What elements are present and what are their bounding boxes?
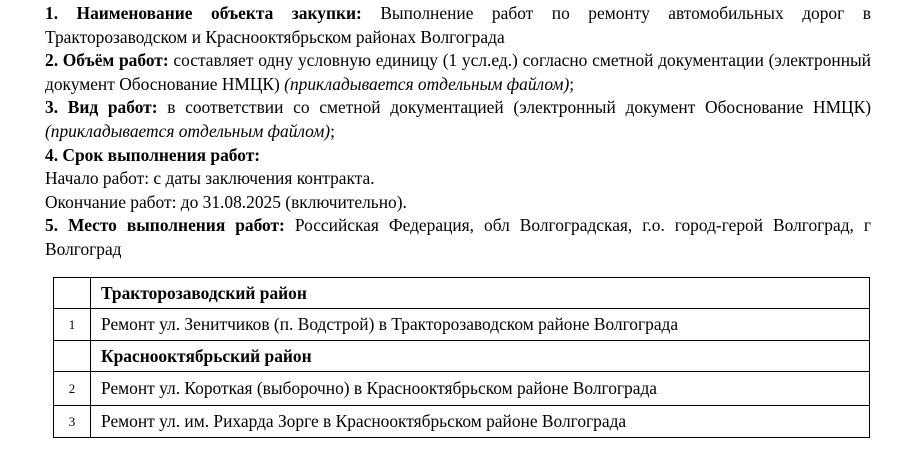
work-start: Начало работ: с даты заключения контракта. <box>45 168 375 189</box>
item-label: 1. Наименование объекта закупки: <box>45 3 362 23</box>
item-work-place <box>45 214 871 261</box>
item-end: ; <box>330 120 335 141</box>
item-work-volume <box>45 49 871 96</box>
row-text: Ремонт ул. Короткая (выборочно) в Краснооктябрьском районе Волгограда <box>91 372 870 406</box>
document-body <box>45 2 871 262</box>
item-label: 5. Место выполнения работ: <box>45 215 285 236</box>
row-text: Ремонт ул. им. Рихарда Зорге в Краснооктябрьском районе Волгограда <box>91 406 870 438</box>
item-note: (прикладывается отдельным файлом) <box>45 120 331 141</box>
item-text: составляет одну условную единицу (1 усл.ед.) согласно сметной документации (электронный документ Обоснование НМЦК) <box>45 50 871 94</box>
empty-cell <box>54 278 91 309</box>
item-text: в соответствии со сметной документацией (электронный документ Обоснование НМЦК) <box>157 97 871 118</box>
works-table <box>53 277 870 438</box>
section-title: Краснооктябрьский район <box>91 341 870 372</box>
table-row <box>54 372 870 406</box>
item-purchase-object <box>45 2 871 49</box>
item-work-type <box>45 96 871 143</box>
work-end: Окончание работ: до 31.08.2025 (включительно). <box>45 191 407 212</box>
item-text: Российская Федерация, обл Волгоградская, г.о. город-герой Волгоград, г Волгоград <box>45 215 871 259</box>
item-label: 4. Срок выполнения работ: <box>45 144 261 165</box>
row-number: 2 <box>54 372 91 406</box>
item-note: (прикладывается отдельным файлом) <box>284 73 570 94</box>
table-row <box>54 406 870 438</box>
row-number: 3 <box>54 406 91 438</box>
item-text: Выполнение работ по ремонту автомобильных дорог в Тракторозаводском и Краснооктябрьском районах Волгограда <box>45 3 871 47</box>
item-end: ; <box>569 73 575 94</box>
empty-cell <box>54 341 91 372</box>
section-row <box>54 341 870 372</box>
section-title: Тракторозаводский район <box>91 278 870 309</box>
item-label: 2. Объём работ: <box>45 50 169 71</box>
table-row <box>54 309 870 341</box>
item-work-period <box>45 144 871 168</box>
row-text: Ремонт ул. Зенитчиков (п. Водстрой) в Тракторозаводском районе Волгограда <box>91 309 870 341</box>
item-label: 3. Вид работ: <box>45 97 158 118</box>
section-row <box>54 278 870 309</box>
row-number: 1 <box>54 309 91 341</box>
